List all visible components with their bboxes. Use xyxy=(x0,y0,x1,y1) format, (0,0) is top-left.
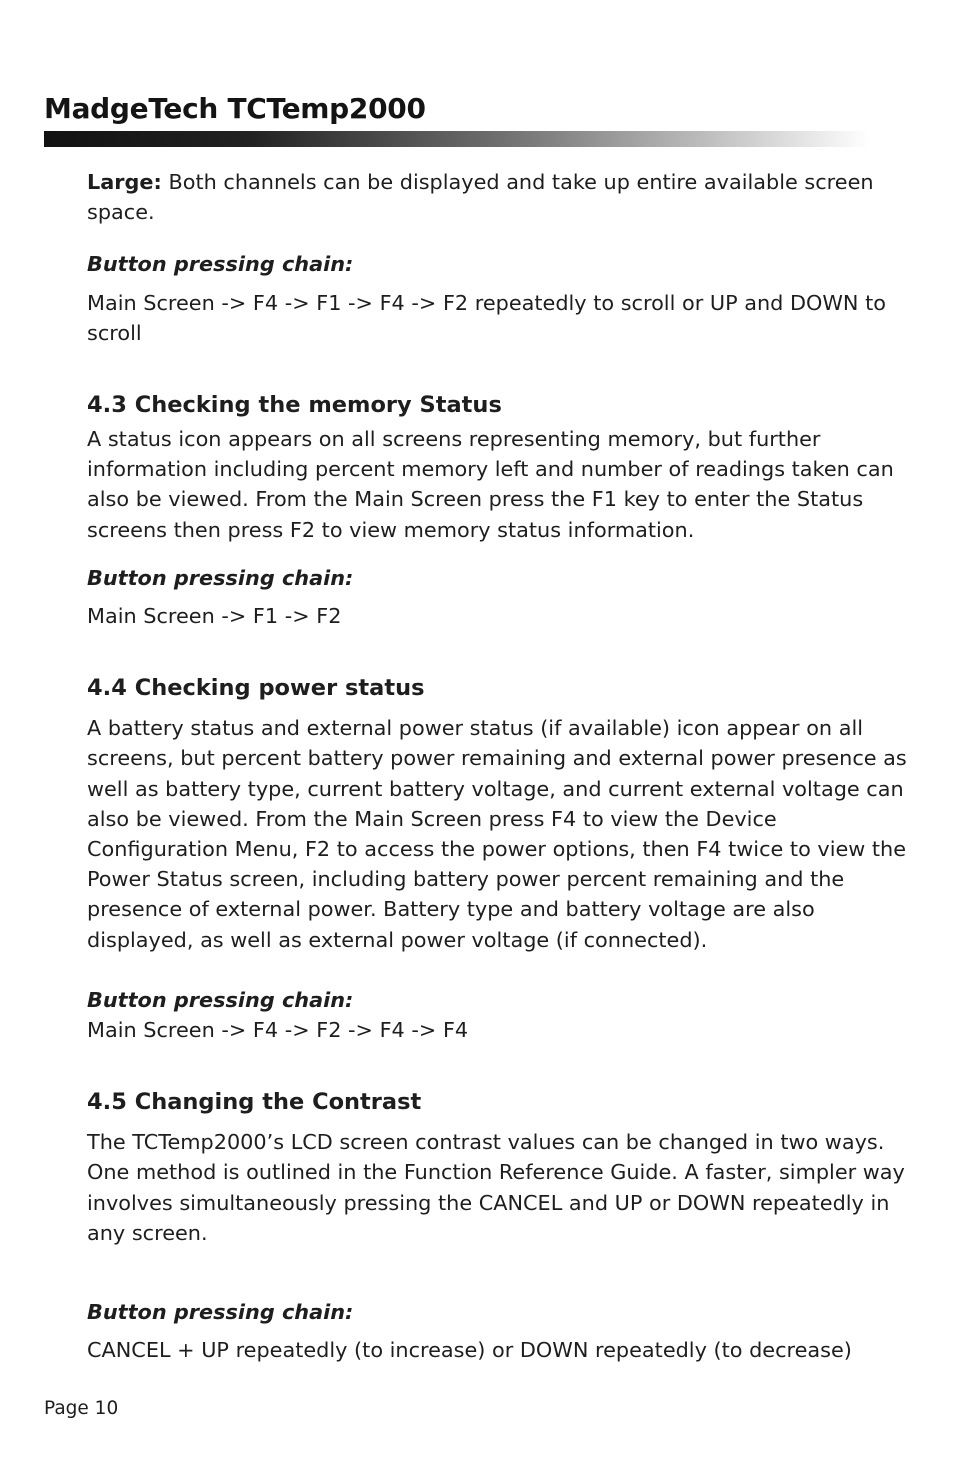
section-body-contrast: The TCTemp2000’s LCD screen contrast values can be changed in two ways. One method is outlined in the Function Reference Guide. A faster, simpler way involves simultaneously pressing the CANCEL and UP or DOWN repeatedly in any screen. xyxy=(87,1130,905,1245)
large-option-text: Both channels can be displayed and take up entire available screen space. xyxy=(87,170,874,225)
section-body-power-status: A battery status and external power status (if available) icon appear on all screens, but percent battery power remaining and external power presence as well as battery type, current battery voltage, and current external voltage can also be viewed. From the Main Screen press F4 to view the Device Configuration Menu, F2 to access the power options, then F4 twice to view the Power Status screen, including battery power percent remaining and the presence of external power. Battery type and battery voltage are also displayed, as well as external power voltage (if connected). xyxy=(87,716,907,952)
section-body-memory-status: A status icon appears on all screens representing memory, but further information including percent memory left and number of readings taken can also be viewed. From the Main Screen press the F1 key to enter the Status screens then press F2 to view memory status information. xyxy=(87,427,894,542)
section-heading-memory-status: 4.3 Checking the memory Status xyxy=(87,392,502,419)
large-option-label: Large: xyxy=(87,170,162,194)
large-option-paragraph xyxy=(87,167,909,227)
page-number: Page 10 xyxy=(44,1398,119,1419)
page-content xyxy=(87,167,909,1365)
section-heading-power-status: 4.4 Checking power status xyxy=(87,675,425,702)
contrast-chain-value: CANCEL + UP repeatedly (to increase) or DOWN repeatedly (to decrease) xyxy=(87,1338,852,1363)
memory-chain-label: Button pressing chain: xyxy=(87,565,354,590)
header-gradient-rule xyxy=(44,131,870,147)
intro-chain-label: Button pressing chain: xyxy=(87,252,354,277)
power-chain-label: Button pressing chain: xyxy=(87,987,354,1012)
contrast-chain-label: Button pressing chain: xyxy=(87,1300,354,1325)
page-header-title: MadgeTech TCTemp2000 xyxy=(44,92,426,125)
intro-chain-value: Main Screen -> F4 -> F1 -> F4 -> F2 repeatedly to scroll or UP and DOWN to scroll xyxy=(87,290,886,345)
memory-chain-value: Main Screen -> F1 -> F2 xyxy=(87,604,342,629)
power-chain-value: Main Screen -> F4 -> F2 -> F4 -> F4 xyxy=(87,1018,469,1043)
section-heading-contrast: 4.5 Changing the Contrast xyxy=(87,1089,422,1116)
